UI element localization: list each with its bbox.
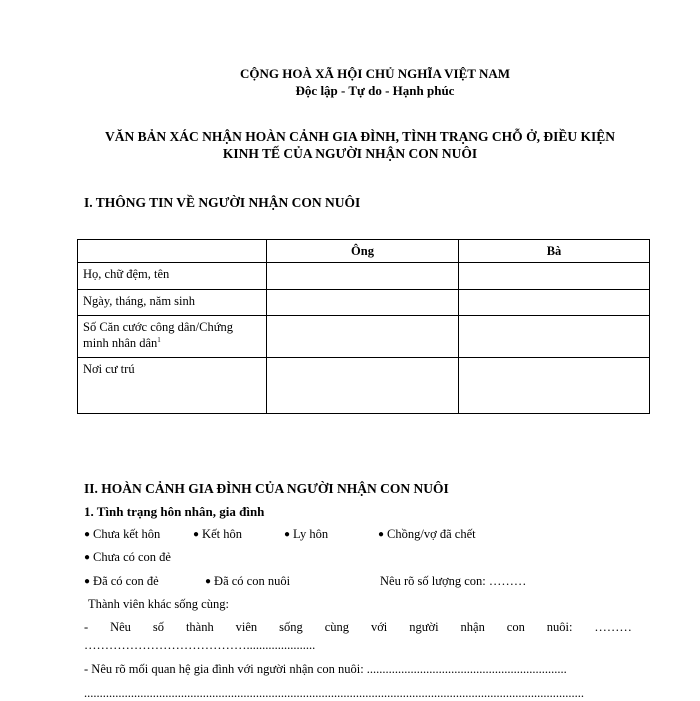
word: nhận [460, 620, 485, 634]
word: người [409, 620, 439, 634]
section-1-heading: I. THÔNG TIN VỀ NGƯỜI NHẬN CON NUÔI [84, 195, 361, 210]
dotted-fill-line[interactable]: ................................................................................................................................................................ [84, 686, 584, 700]
option-has-adopted[interactable] [205, 574, 290, 589]
other-members-label: Thành viên khác sống cùng: [88, 597, 229, 611]
relationship-line[interactable]: - Nêu rõ mối quan hệ gia đình với người nhận con nuôi: ................................................................ [84, 662, 567, 676]
option-not-married-label: Chưa kết hôn [93, 527, 161, 541]
table-row [78, 263, 650, 290]
table-header-row [78, 240, 650, 263]
option-widowed-label: Chồng/vợ đã chết [387, 527, 476, 541]
id-number-label-text: Số Căn cước công dân/Chứng minh nhân dân [83, 320, 233, 350]
row-label-residence: Nơi cư trú [78, 358, 267, 414]
word: số [152, 620, 164, 634]
bullet-icon: ● [84, 576, 91, 587]
cell-ba-birth-date[interactable] [459, 290, 650, 316]
option-no-children[interactable] [84, 550, 171, 565]
option-not-married[interactable] [84, 527, 160, 542]
row-label-id-number [78, 316, 267, 358]
bullet-icon: ● [205, 576, 212, 587]
marital-status-heading: 1. Tình trạng hôn nhân, gia đình [84, 504, 265, 519]
bullet-icon: ● [378, 529, 385, 540]
bullet-icon: ● [84, 529, 91, 540]
word: thành [185, 620, 214, 634]
option-divorced-label: Ly hôn [293, 527, 329, 541]
option-has-children-label: Đã có con đẻ [93, 574, 159, 588]
option-widowed[interactable] [378, 527, 476, 542]
adopter-info-table [77, 239, 650, 414]
word: con [506, 620, 525, 634]
cell-ong-full-name[interactable] [267, 263, 459, 290]
word: Nêu [110, 620, 131, 634]
section-2-heading: II. HOÀN CẢNH GIA ĐÌNH CỦA NGƯỜI NHẬN CON NUÔI [84, 481, 449, 496]
table-header-ong: Ông [267, 240, 459, 263]
word: cùng [324, 620, 349, 634]
footnote-marker: 1 [157, 335, 161, 344]
cell-ong-residence[interactable] [267, 358, 459, 414]
table-row [78, 358, 650, 414]
word: viên [235, 620, 258, 634]
cell-ong-birth-date[interactable] [267, 290, 459, 316]
option-divorced[interactable] [284, 527, 328, 542]
row-label-birth-date: Ngày, tháng, năm sinh [78, 290, 267, 316]
members-count-line[interactable] [84, 620, 632, 635]
row-label-full-name: Họ, chữ đệm, tên [78, 263, 267, 290]
cell-ba-full-name[interactable] [459, 263, 650, 290]
table-header-empty [78, 240, 267, 263]
national-motto: Độc lập - Tự do - Hạnh phúc [295, 83, 455, 98]
option-married[interactable] [193, 527, 242, 542]
option-married-label: Kết hôn [202, 527, 242, 541]
cell-ong-id-number[interactable] [267, 316, 459, 358]
national-title: CỘNG HOÀ XÃ HỘI CHỦ NGHĨA VIỆT NAM [239, 66, 511, 81]
members-count-continuation[interactable]: …………………………………...................... [84, 638, 316, 652]
word: sống [279, 620, 303, 634]
word: nuôi: [546, 620, 573, 634]
word: - [84, 620, 89, 634]
table-header-ba: Bà [459, 240, 650, 263]
bullet-icon: ● [284, 529, 291, 540]
option-has-adopted-label: Đã có con nuôi [214, 574, 291, 588]
table-row [78, 290, 650, 316]
cell-ba-residence[interactable] [459, 358, 650, 414]
document-title-line-2: KINH TẾ CỦA NGƯỜI NHẬN CON NUÔI [222, 146, 478, 161]
option-has-children[interactable] [84, 574, 159, 589]
bullet-icon: ● [193, 529, 200, 540]
bullet-icon: ● [84, 552, 91, 563]
table-row [78, 316, 650, 358]
child-count-field[interactable]: Nêu rõ số lượng con: ……… [380, 574, 527, 588]
option-no-children-label: Chưa có con đẻ [93, 550, 171, 564]
word: với [370, 620, 388, 634]
word: ……… [594, 620, 632, 634]
document-title-line-1: VĂN BẢN XÁC NHẬN HOÀN CẢNH GIA ĐÌNH, TÌNH TRẠNG CHỖ Ở, ĐIỀU KIỆN [105, 129, 615, 144]
cell-ba-id-number[interactable] [459, 316, 650, 358]
